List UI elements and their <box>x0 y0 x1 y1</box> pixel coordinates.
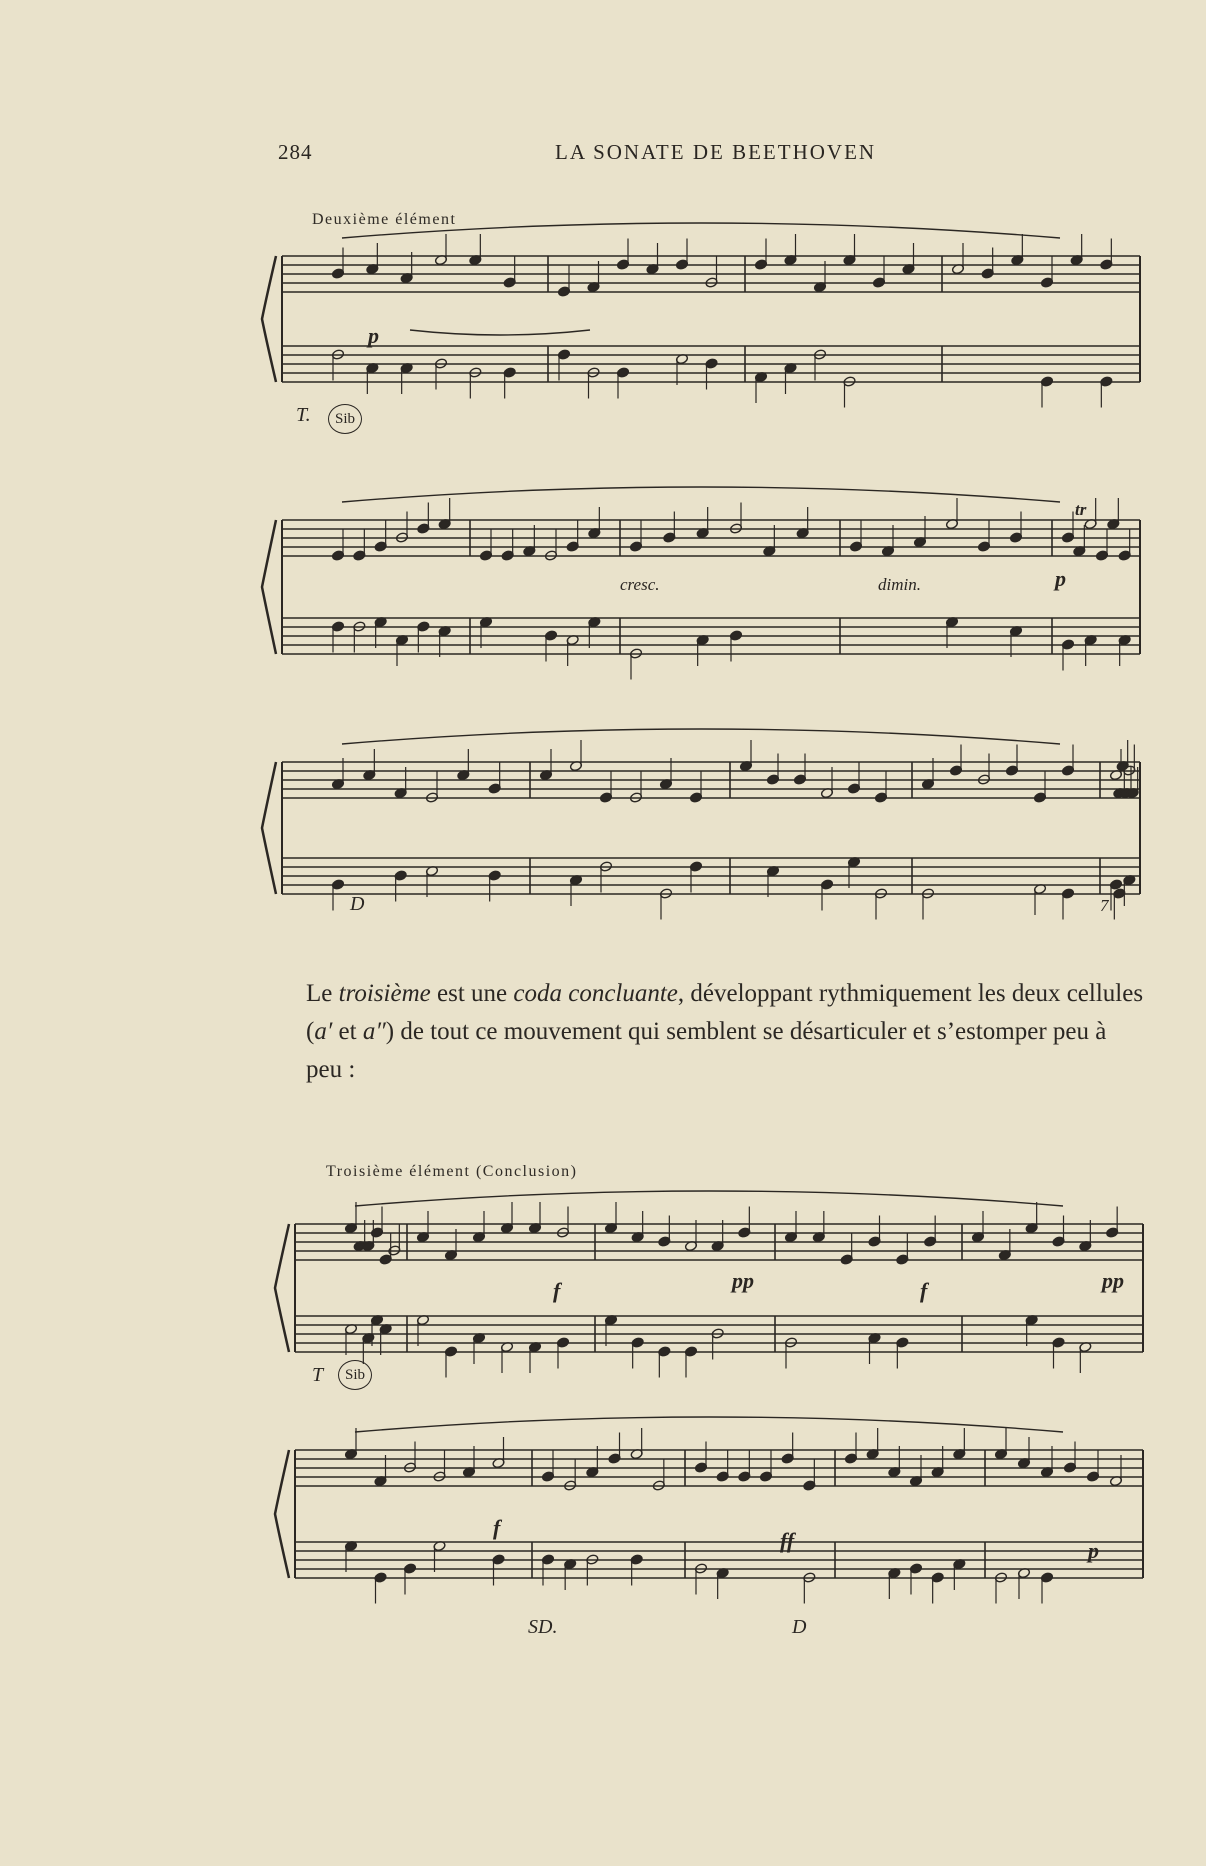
brace <box>262 256 276 382</box>
italic-cell-a2: a″ <box>362 1018 386 1045</box>
d-letter: D <box>792 1616 807 1638</box>
brace <box>275 1450 289 1578</box>
degree-letter-d: D <box>350 893 365 915</box>
tonic-letter: T. <box>296 404 311 426</box>
sd-letter: SD. <box>528 1616 558 1638</box>
cresc-marking: cresc. <box>620 575 660 594</box>
dynamic-pianissimo-1: pp <box>732 1268 754 1293</box>
dynamic-pianissimo-2: pp <box>1102 1268 1124 1293</box>
dynamic-forte-3: f <box>493 1515 501 1540</box>
dynamic-piano-2: p <box>1088 1538 1099 1563</box>
example1-label: Deuxième élément <box>312 211 457 228</box>
dynamic-fortissimo: ff <box>780 1528 795 1553</box>
text-run: ) de tout ce mouvement qui semblent se désarticuler et s’estomper peu à peu : <box>306 1018 1107 1083</box>
running-title: LA SONATE DE BEETHOVEN <box>555 140 877 164</box>
tonic-circle-2: Sib <box>338 1360 372 1390</box>
page-number: 284 <box>278 140 313 164</box>
tonic-letter-2: T <box>312 1364 324 1386</box>
slur <box>355 1191 1063 1206</box>
dimin-marking: dimin. <box>878 575 921 594</box>
tonic-circle: Sib <box>328 404 362 434</box>
trill-marking: tr <box>1075 500 1087 519</box>
italic-troisieme: troisième <box>338 980 431 1007</box>
brace <box>275 1224 289 1352</box>
text-run: Le <box>306 980 339 1007</box>
measure-mark: 7 <box>1100 896 1109 915</box>
text-run: est une <box>430 980 514 1007</box>
slur <box>410 330 590 335</box>
slur <box>355 1417 1063 1432</box>
text-run: et <box>332 1018 363 1045</box>
dynamic-forte-1: f <box>553 1278 561 1303</box>
dynamic-forte-2: f <box>920 1278 928 1303</box>
brace <box>262 520 276 654</box>
italic-coda: coda concluante <box>513 980 678 1007</box>
hairpin-piano: p <box>1055 566 1066 591</box>
italic-cell-a1: a′ <box>314 1018 333 1045</box>
dynamic-piano: p <box>368 323 379 348</box>
brace <box>262 762 276 894</box>
slur <box>342 729 1060 744</box>
example2-label: Troisième élément (Conclusion) <box>326 1163 578 1180</box>
text-run: , développant rythmiquement les deux cellules ( <box>306 980 1144 1045</box>
body-paragraph <box>306 975 1146 1089</box>
